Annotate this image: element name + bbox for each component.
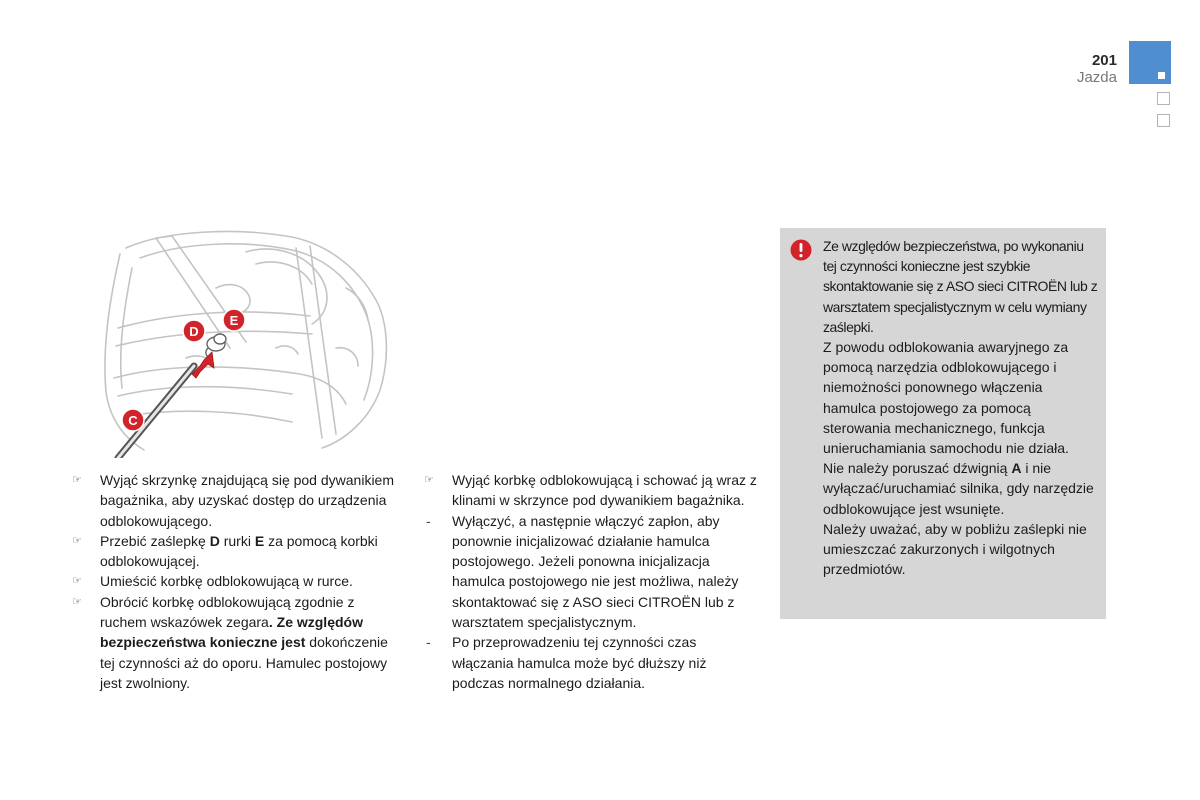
warning-paragraph: Z powodu odblokowania awaryjnego za pomocą narzędzia odblokowującego i niemożności ponownego włączenia hamulca postojowego za pomocą sterowania mechanicznego, funkcja unieruchamiania samochodu nie działa. [823,339,1069,457]
warning-paragraph: Należy uważać, aby w pobliżu zaślepki nie umieszczać zakurzonych i wilgotnych przedmiotów. [823,520,1087,578]
warning-paragraph: Ze względów bezpieczeństwa, po wykonaniu tej czynności konieczne jest szybkie skontaktowanie się z ASO sieci CITROËN lub z warsztatem specjalistycznym w celu wymiany zaślepki. [823,238,1098,335]
key-label: D [209,532,220,549]
item-text: Wyjąć korbkę odblokowującą i schować ją wraz z klinami w skrzynce pod dywanikiem bagażnika. [452,472,757,509]
warning-paragraph: Nie należy poruszać dźwignią A i nie wyłączać/uruchamiać silnika, gdy narzędzie odblokowujące jest wsunięte. [823,460,1094,517]
item-text: Umieścić korbkę odblokowującą w rurce. [100,573,353,590]
bold-emphasis: . Ze względów bezpieczeństwa konieczne jest [100,614,363,651]
key-label: E [254,532,265,549]
page-header [1077,52,1117,86]
dash-marker: - [426,634,431,651]
exclamation-icon [790,239,812,261]
chapter-tab-empty-box [1157,92,1170,105]
illustration-drawing [96,228,392,458]
callout-c: C [128,413,138,428]
callout-e: E [229,313,239,328]
hand-pointer-icon: ☞ [424,474,434,486]
item-text: Wyjąć skrzynkę znajdującą się pod dywanikiem bagażnika, aby uzyskać dostęp do urządzenia odblokowującego. [100,472,394,529]
chapter-tab-empty-box [1157,114,1170,127]
item-text: Obrócić korbkę odblokowującą zgodnie z ruchem wskazówek zegara [100,593,355,631]
unlocking-device-illustration [96,228,392,458]
hand-pointer-icon: ☞ [72,595,82,608]
warning-text [823,236,1098,579]
hand-pointer-icon: ☞ [72,534,82,547]
list-item [72,592,397,693]
item-text: za pomocą korbki odblokowującej. [100,532,378,570]
key-label: A [1011,460,1022,477]
section-name: Jazda [1076,69,1117,86]
list-item [72,531,397,572]
list-item [424,470,759,511]
callout-d: D [189,324,199,339]
list-item [424,632,759,693]
item-text: Wyłączyć, a następnie włączyć zapłon, aby ponownie inicjalizować działanie hamulca postojowego. Jeżeli ponowna inicjalizacja hamulca postojowego nie jest możliwa, należy skontaktować się z ASO sieci CITROËN lub z warsztatem specjalistycznym. [452,512,739,631]
instructions-column-left [72,470,397,693]
chapter-tab-marker [1158,72,1165,79]
hand-pointer-icon: ☞ [72,474,82,486]
page-number: 201 [1091,52,1117,69]
warning-box [780,228,1106,619]
item-text: Przebić zaślepkę [100,532,210,549]
item-text: rurki [219,532,255,549]
hand-pointer-icon: ☞ [72,575,82,588]
instructions-column-middle [424,470,759,693]
dash-marker: - [426,512,431,529]
list-item [424,511,759,633]
list-item [72,571,397,591]
item-text: Po przeprowadzeniu tej czynności czas włączania hamulca może być dłuższy niż podczas normalnego działania. [452,634,707,691]
item-text: dokończenie tej czynności aż do oporu. Hamulec postojowy jest zwolniony. [100,634,388,691]
list-item [72,470,397,531]
